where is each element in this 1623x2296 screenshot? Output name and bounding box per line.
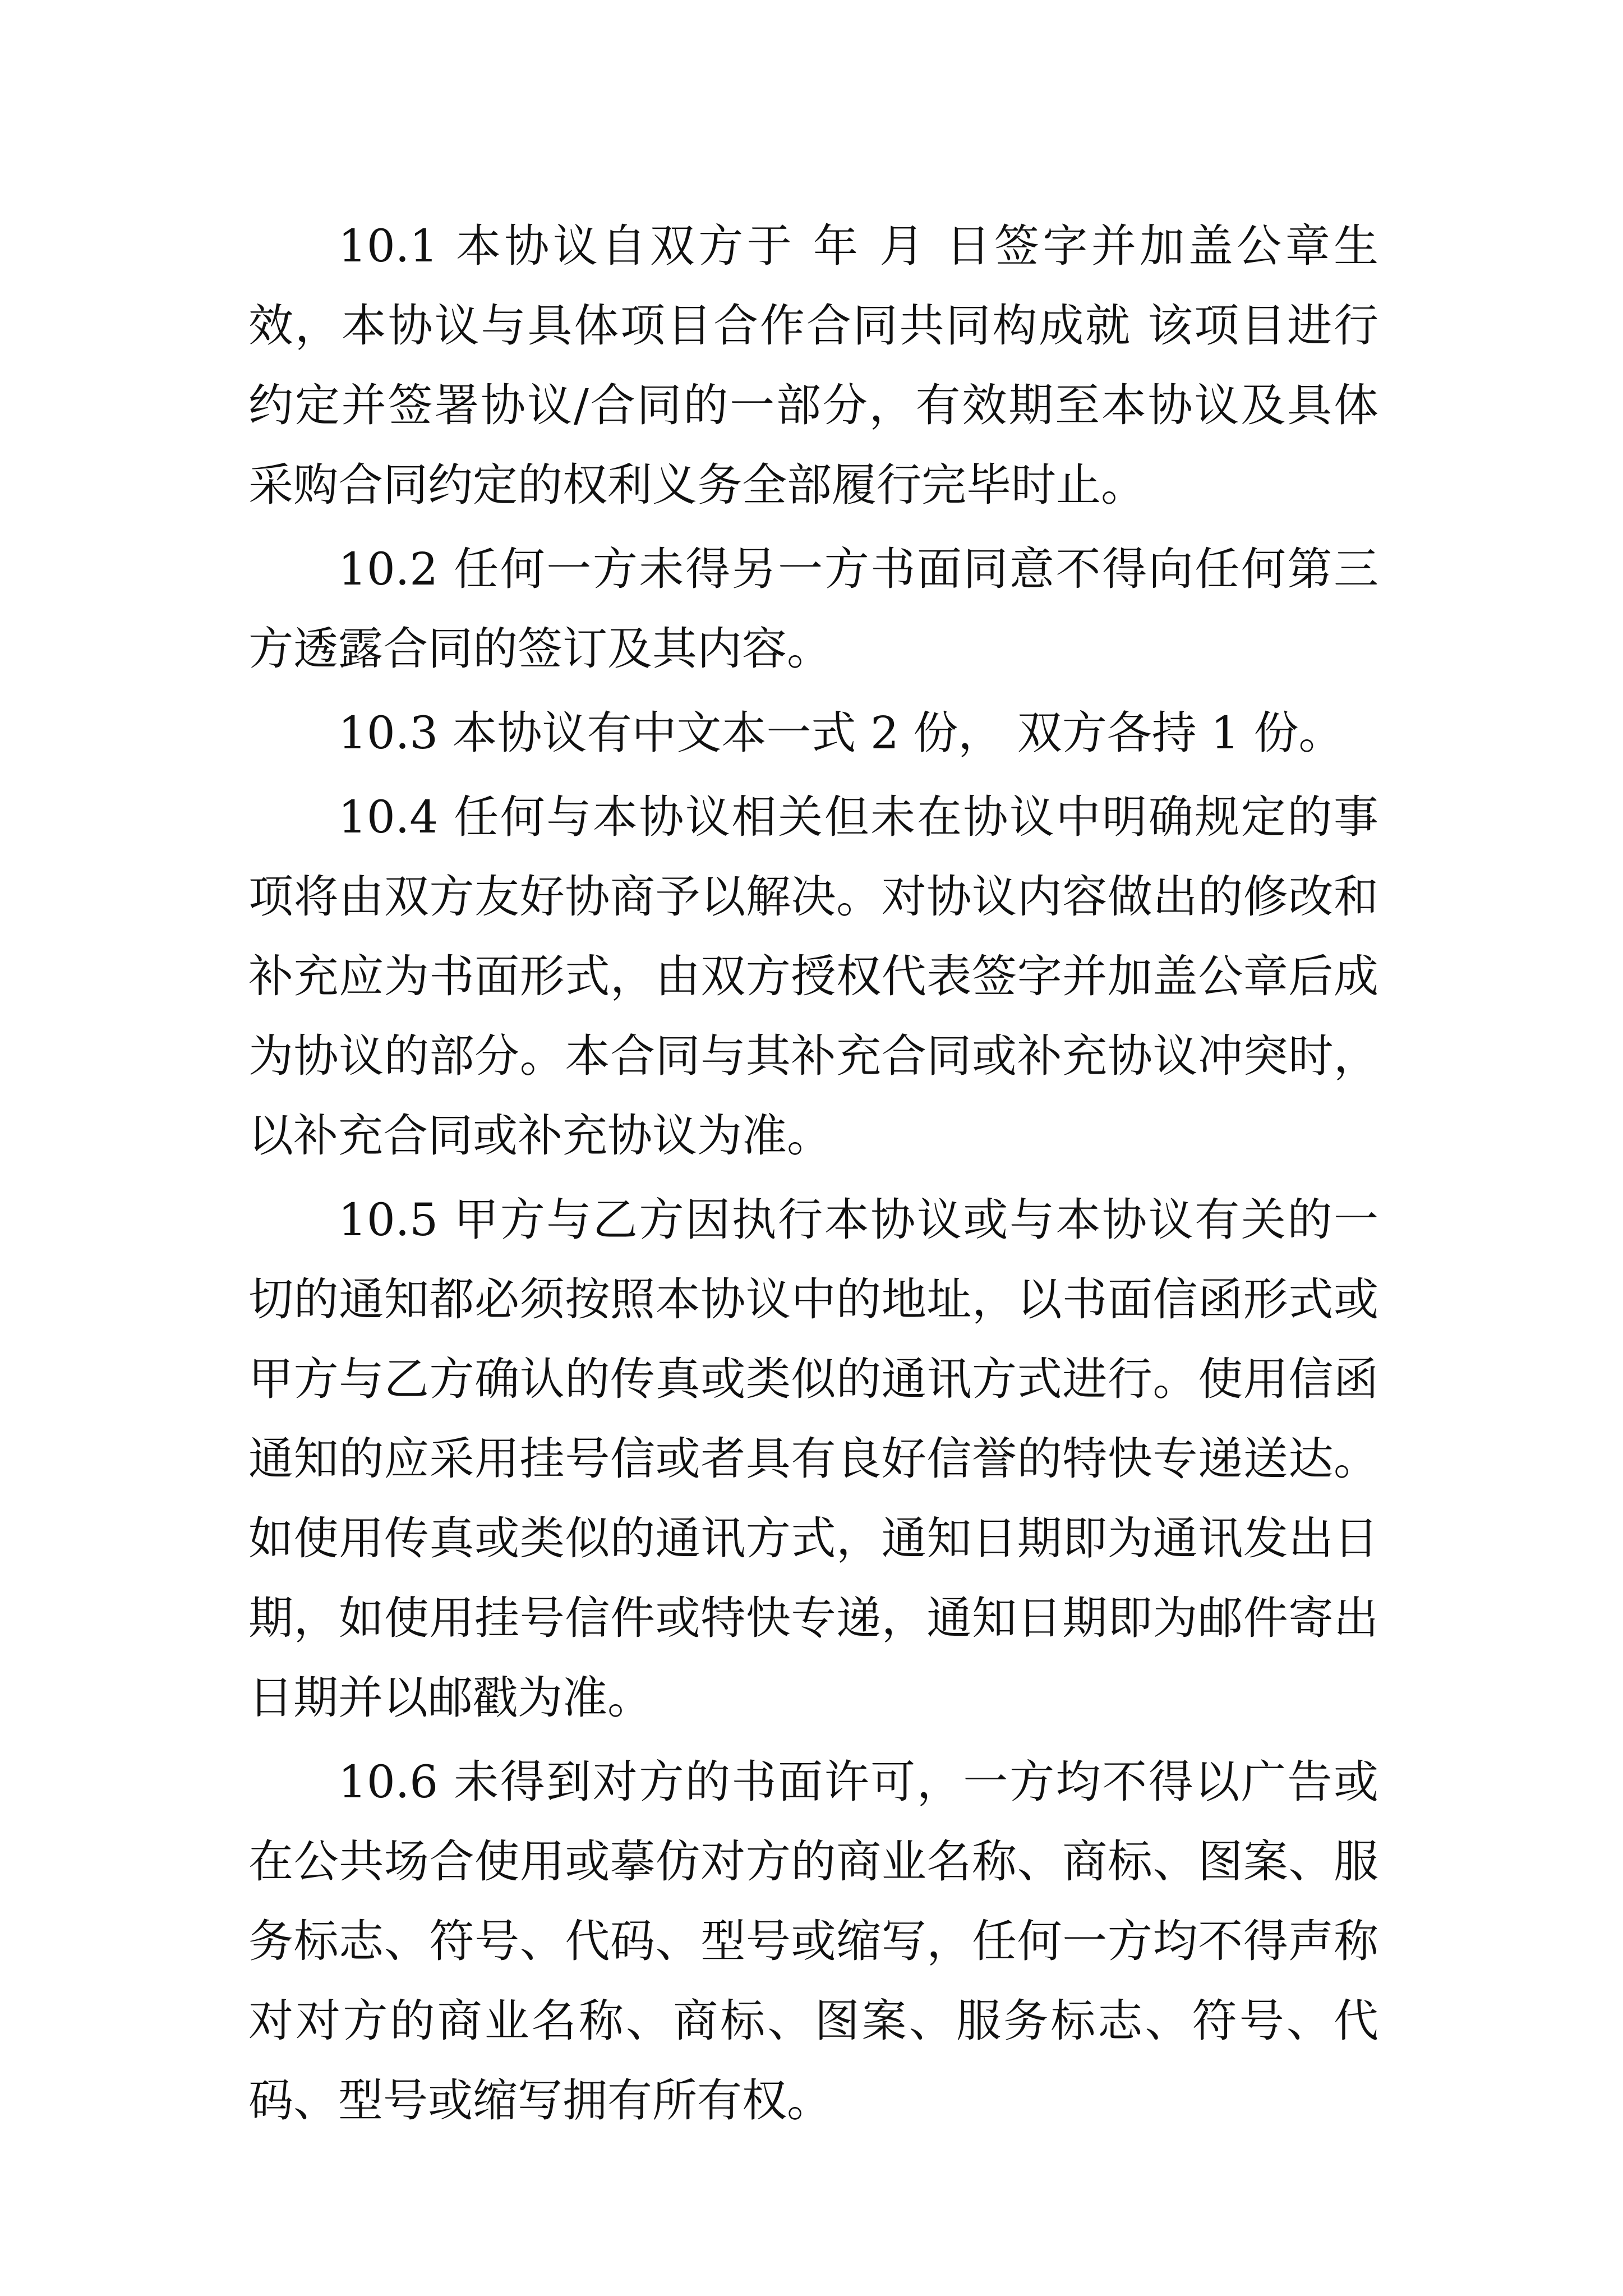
clause-10-4: 10.4 任何与本协议相关但未在协议中明确规定的事项将由双方友好协商予以解决。对协议内容做出的修改和补充应为书面形式，由双方授权代表签字并加盖公章后成为协议的部分。本合同与其补充合同或补充协议冲突时，以补充合同或补充协议为准。 bbox=[248, 791, 1378, 1162]
clause-10-3: 10.3 本协议有中文本一式 2 份， 双方各持 1 份。 bbox=[338, 707, 1344, 759]
clause-10-5: 10.5 甲方与乙方因执行本协议或与本协议有关的一切的通知都必须按照本协议中的地址，以书面信函形式或甲方与乙方确认的传真或类似的通讯方式进行。使用信函通知的应采用挂号信或者具有良好信誉的特快专递送达。如使用传真或类似的通讯方式，通知日期即为通讯发出日期，如使用挂号信件或特快专递，通知日期即为邮件寄出日期并以邮戳为准。 bbox=[248, 1194, 1378, 1724]
document-body bbox=[248, 206, 1378, 2145]
clause-10-2: 10.2 任何一方未得另一方书面同意不得向任何第三方透露合同的签订及其内容。 bbox=[248, 543, 1378, 675]
clause-10-1: 10.1 本协议自双方于 年 月 日签字并加盖公章生效，本协议与具体项目合作合同共同构成就 该项目进行约定并签署协议/合同的一部分，有效期至本协议及具体采购合同约定的权利义务全部履行完毕时止。 bbox=[248, 220, 1378, 511]
clause-10-6: 10.6 未得到对方的书面许可，一方均不得以广告或在公共场合使用或摹仿对方的商业名称、商标、图案、服务标志、符号、代码、型号或缩写，任何一方均不得声称对对方的商业名称、商标、图案、服务标志、符号、代码、型号或缩写拥有所有权。 bbox=[248, 1756, 1378, 2127]
